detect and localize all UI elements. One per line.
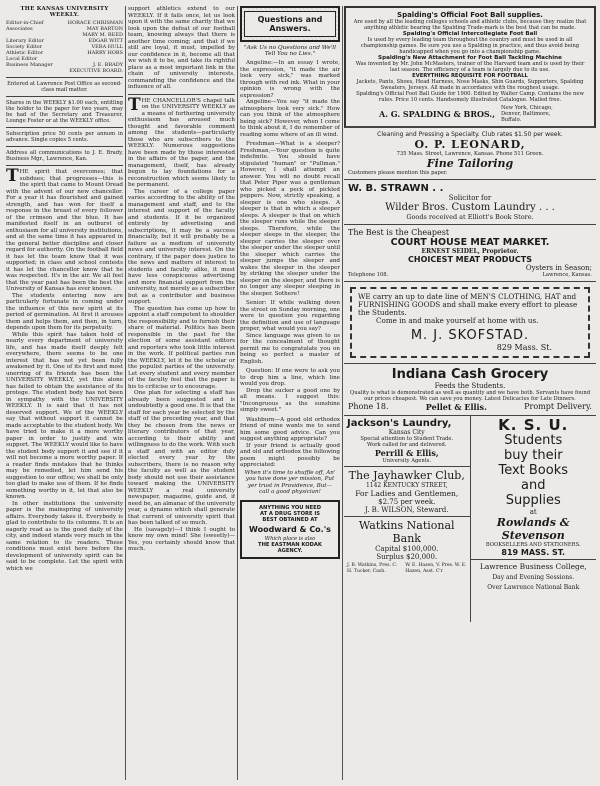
column-questions <box>240 6 340 563</box>
drop-cap: T <box>128 94 141 115</box>
ksu-books-ad: K. S. U. Students buy their Text Books and Supplies at Rowlands & Stevenson BOOKSELLERS AND STATIONERS. 819 MASS. ST. <box>471 416 597 560</box>
editorial-paragraph: While this spirit has taken hold of nearly every department of university life, and has made itself deeply felt everywhere, there seems to be one interest that has not yet been fully awakened by it. One of its first and most unerring of its friends has been the UNIVERSITY WEEKLY, yet this alone has failed to obtain the assistance of its protege. The student body has not been in sympathy with the UNIVERSITY WEEKLY. It is said that it has not deserved support. We of the WEEKLY say that without support it cannot be made acceptable to the student body. We have tried to make it a more worthy paper in order to justify and win support. The WEEKLY would like to have the student body support it and see if it will not become a more worthy paper. If a reader finds mistakes that he thinks may be remedied, let him send his suggestion to our office; we shall be only too glad to make use of them. If he finds something worthy in it, let that also be known. <box>6 331 123 500</box>
lower-left-ads <box>344 416 470 622</box>
staff-row: Society Editor VERA HULL <box>6 44 123 50</box>
divider <box>128 94 235 95</box>
masthead-staff-table <box>6 20 123 74</box>
spalding-ad: Spalding's Official Foot Ball supplies. Are used by all the leading colleges schools and athletic clubs, because they realize that anything athletic bearing the Spalding Trade-mark is the best that can be made. Spalding's Official Intercollegiate Foot Ball Is used by every leading team throughout the country and must be used in all championship games. Be sure you use a Spalding in practice, and thus avoid being handicapped when you go into a championship game. Spalding's New Attachment for Foot Ball Tackling Machine Was invented by Mr. John McMasters, trainer of the Harvard team and is used by their last season. The efficiency of a team is largely due to its use. EVERYTHING REQUISITE FOR FOOTBALL Jackets, Pants, Shoes, Head Harness, Nose Masks, Shin Guards, Supporters, Spalding Sweaters, Jerseys. All made in accordance with the roughest usage. Spalding's Official Foot Ball Guide for 1900. Edited by Walter Camp. Contains the new rules. Price 10 cents. Handsomely illustrated Catalogue. Mailed free. A. G. SPALDING & BROS., New York, Chicago, Denver, Baltimore, Buffalo. <box>344 6 596 128</box>
qa-paragraph: If your friend is actually good and old and orthodox the following poem might possibly be appreciated: <box>240 442 340 468</box>
staff-row: Local Editor <box>6 56 38 62</box>
column-rule <box>237 6 238 780</box>
editorial-paragraph: The question has come up how to appoint a staff competent to shoulder the responsibility and to furnish their share of material. Politics has been responsible in the past for the election of some assistant editors and reporters who took little interest in the work. If political parties run the WEEKLY, let it be the scholar or the populist parties of the university. Let every student and every member of the faculty feel that the paper is his to criticise or to encourage. <box>128 305 235 390</box>
drop-cap: T <box>6 166 19 186</box>
divider <box>6 77 123 78</box>
editorial-paragraph: The career of a college paper varies according to the ability of the management and staff, and to the interest and support of the faculty and students. If it be organized entirely by advertising and subscriptions, it may be a success financially, but it will probably be a failure as a medium of university news and university interest. On the contrary, if the paper does justice to the news and matters of interest to students and faculty alike, it must have less conspicuous advertising and more financial support from the university, not merely as a subscriber but as a contributor and business support. <box>128 188 235 305</box>
staff-row: Literary Editor EDGAR WITT <box>6 38 123 44</box>
poem: When it's time to shuffle off, An' you have done yer mission, Put yer trust in Providence, But—call a good physician! <box>244 469 336 495</box>
qa-paragraph: Question: If one were to ask you to drop him a line, which line would you drop. <box>240 368 340 387</box>
chancellor-paragraph: THE CHANCELLOR'S chapel talk on the UNIVERSITY WEEKLY as a means of furthering university enthusiasm has aroused much thought and favorable comment among the students—particularly those who are subscribers to the WEEKLY. Numerous suggestions have been made by those interested in the affairs of the paper, and the management, itself, has already begun to lay foundations for a reconstruction which seems likely to be permanent. <box>128 94 235 188</box>
meat-market-ad: The Best is the Cheapest COURT HOUSE MEAT MARKET. ERNEST SEIDEL, Proprietor. CHOICEST MEAT PRODUCTS Oysters in Season; Telephone 108. Lawrence, Kansas. <box>344 225 596 282</box>
staff-row: Business Manager J. E. BRADY <box>6 62 123 68</box>
business-college-ad: Lawrence Business College, Day and Evening Sessions. Over Lawrence National Bank <box>479 562 587 591</box>
staff-row: Editor-in-Chief HORACE CHRISMAN <box>6 20 123 26</box>
joke-paragraph: He (savagely)—I think I ought to know my own mind! She (sweetly)—Yes, you certainly should know that much. <box>128 526 235 552</box>
woodward-ad: ANYTHING YOU NEED AT A DRUG STORE IS BEST OBTAINED AT Woodward & Co.'s Which place is also THE EASTMAN KODAK AGENCY. <box>240 500 340 559</box>
editorial-paragraph: In other institutions the university paper is the mainspring of university affairs. Everybody takes it. Everybody is glad to contribute to its columns. It is an eagerly read as is the good daily of the city, and indeed stands very much in the same relation to its readers. These conditions must exist here before the development of university spirit can be said to be complete. Let the spirit with which we <box>6 500 123 572</box>
entered-notice: Entered at Lawrence Post Office as second-class mail matter. <box>7 81 122 93</box>
editorial-paragraph: The students entering now are particularly fortunate in coming under the influence of this new spirit at its period of germination. At first it arouses them and helps them, and then, in turn, depends upon them for its perpetuity. <box>6 292 123 331</box>
editorial-paragraph: One plan for selecting a staff has already been suggested and is undoubtedly a good one. It is that the staff for each year be selected by the staff of the preceding year, and that they be chosen from the news or literary contributors of that year, according to their ability and willingness to do the work. With such a staff and with an editor duly elected every year by the subscribers, there is no reason why the faculty as well as the student body should not use their assistance toward making the UNIVERSITY WEEKLY a real university newspaper, magazine, guide and, if need be, an almanac of the university year, a dynamo which shall generate that current of university spirit that has been talked of so much. <box>128 390 235 526</box>
staff-row: Athletic Editor HARRY HOBS <box>6 50 123 56</box>
questions-heading-box: Questions and Answers. <box>240 6 340 42</box>
subscription-notice: Subscription price 50 cents per annum in advance. Single copies 5 cents. <box>6 131 123 143</box>
divider <box>6 146 123 147</box>
watkins-bank-ad: Watkins National Bank Capital $100,000. Surplus $20,000. J. B. Watkins, Pres. C. H. Tucker, Cash. W. E. Hazen, V. Pres. W. E. Hazen, Asst. C'r <box>347 519 467 574</box>
column-masthead <box>6 6 123 572</box>
column-rule <box>342 6 343 780</box>
staff-row: Associates MAY BARTON <box>6 26 123 32</box>
qa-paragraph: Senior: If while walking down the street on Sunday morning, one were to question you regarding the definition and use of language proper, what would you say? <box>240 300 340 332</box>
staff-row: EXECUTIVE BOARD. <box>69 68 123 74</box>
spalding-signature: A. G. SPALDING & BROS., <box>379 109 495 119</box>
divider <box>6 127 123 128</box>
grocery-ad: Indiana Cash Grocery Feeds the Students. Quality is what is demonstrated as well as quantity and we have both. Servants have found our prices cheapest. We can save you money. Latest Delicacies for Late Dinners. Phone 18. Pellet & Ellis. Prompt Delivery. <box>344 364 596 416</box>
staff-row: MARY M. REED <box>82 32 123 38</box>
qa-paragraph: Angeline:—In an essay I wrote, the expression, "it made the air look very sick," was marked through with red ink. What in your opinion is wrong with the expression? <box>240 60 340 99</box>
strawn-ad: W. B. STRAWN . . Solicitor for Wilder Bros. Custom Laundry . . . Goods received at Elliott's Book Store. <box>344 180 596 225</box>
jayhawker-club-ad: The Jayhawker Club, 1142 KENTUCKY STREET, For Ladies and Gentlemen, $2.75 per week. J. B. WILSON, Steward. <box>344 467 470 517</box>
address-notice: Address all communications to J. E. Brady, Business Mgr., Lawrence, Kan. <box>6 150 123 162</box>
column-editorial <box>128 6 235 553</box>
divider <box>6 96 123 97</box>
qa-paragraph: Since language was given to us for the concealment of thought permit me to congratulate you on being so perfect a master of English. <box>240 332 340 365</box>
editorial-paragraph: THE spirit that overcomes; that subdues; that progresses—this is the spirit that came to Mount Oread with the advent of our new chancellor. For a year it has flourished and gained strength, and has won for itself a response in the breast of every follower of the crimson and the blue. It has manifested itself in an outburst of enthusiasm for all university institutions, and at the same time it has appeared in the general better discipline and closer regard for authority. On the football field it has let the team know that it was supported; in class and school contests it has let the chancellor know that he was respected. It's in the air. We all feel that the year past has been the best the University of Kansas has ever known. <box>6 166 123 292</box>
qa-paragraph: Freshman—What is a sleeper? Freshman,—Your question is quite indefinite. You should have stipulated "human" or "Pullman." However, I shall attempt an answer. You will no doubt recall that Peter Piper was a gentleman who picked a peck of pickled peppers. Now, strictly speaking, a sleeper is one who sleeps. A sleeper is that in which a sleeper sleeps. A sleeper is that on which the sleeper runs while the sleeper sleeps. Therefore, while the sleeper sleeps in the sleeper, the sleeper carries the sleeper over the sleeper under the sleeper until the sleeper which carries the sleeper jumps the sleeper and wakes the sleeper in the sleeper by striking the sleeper under the sleeper on the sleeper, and there is no longer any sleeper sleeping in the sleeper. Sothere! <box>240 141 340 297</box>
lower-ads-row <box>344 416 596 622</box>
masthead-title: THE KANSAS UNIVERSITY WEEKLY. <box>20 6 109 18</box>
divider <box>6 165 123 166</box>
column-advertisements <box>344 6 596 622</box>
shares-notice: Shares in the WEEKLY $1.00 each, entitling the holder to the paper for two years, may be had of the Secretary and Treasurer, Lounge Foster or at the WEEKLY office. <box>6 100 123 124</box>
rowlands-stevenson-logo: Rowlands & Stevenson <box>496 516 570 542</box>
questions-subtitle: "Ask Us no Questions and We'll Tell You no Lies." <box>243 45 337 57</box>
qa-paragraph: Washburn—A good old orthodox friend of mine wants me to send him some good advice. Can you suggest anything appropriate? <box>240 416 340 442</box>
lower-right-ads <box>470 416 597 622</box>
skofstad-ad: WE carry an up to date line of MEN'S CLOTHING, HAT and FURNISHING GOODS and shall make every effort to please the Students. Come in and make yourself at home with us. M. J. SKOFSTAD. 829 Mass. St. <box>344 282 596 364</box>
jackson-laundry-ad: Jackson's Laundry, Kansas City Special attention to Student Trade. Work called for and delivered. Perrill & Ellis, University Agents. <box>344 416 470 467</box>
qa-paragraph: Angeline—You say "it made the atmosphere look very sick." How can you think of the atmosphere being sick? However, when I come to think about it, I do remember of reading some where of an ill wind. <box>240 99 340 138</box>
leonard-ad: Cleaning and Pressing a Specialty. Club rates $1.50 per week. O. P. LEONARD, 735 Mass. Street, Lawrence, Kansas. Phone 511 Green. Fine Tailoring Customers please mention this paper. <box>344 128 596 180</box>
editorial-paragraph: support athletics extend to our WEEKLY. If it fails once, let us look upon it with the same charity that we look upon the defeat of our football team, knowing always that there is another time coming; and that if we still are loyal, it must, impelled by our confidence in it, become all that we wish it to be, and take its rightful place as a most important link in the chain of university interests, commanding the confidence and the influence of all. <box>128 6 235 90</box>
qa-paragraph: Drop the sucker a good one by all means. I suggest this: "Incongruous as the sunshine simply sweet." <box>240 387 340 413</box>
column-rule <box>125 6 126 780</box>
